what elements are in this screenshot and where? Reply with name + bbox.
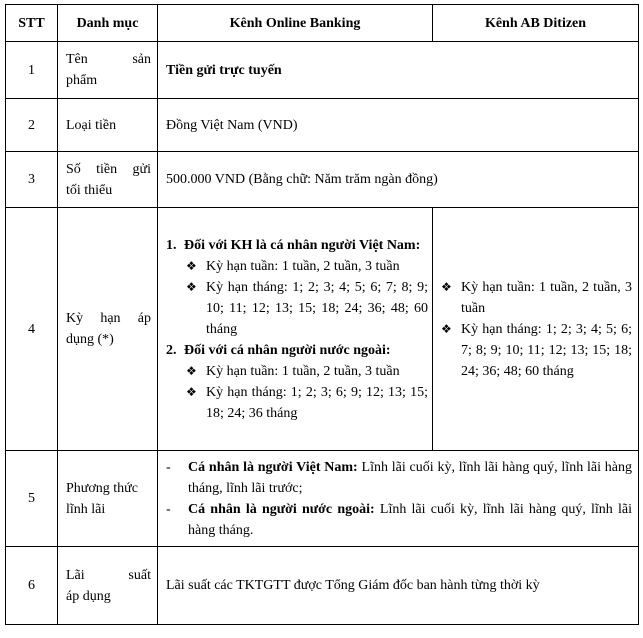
- list-item: [184, 277, 428, 340]
- method-subject: Cá nhân là người nước ngoài:: [188, 501, 375, 517]
- row-number: 2: [6, 99, 58, 152]
- group-number: 2.: [166, 342, 177, 358]
- category-line: áp dụng: [66, 588, 111, 604]
- interest-method-cell: [158, 451, 639, 547]
- row-value: 500.000 VND (Bằng chữ: Năm trăm ngàn đồng): [158, 152, 639, 208]
- list-item: [166, 499, 632, 541]
- category-line: tối thiểu: [66, 182, 113, 198]
- row-category: [58, 547, 158, 625]
- row-value: Tiền gửi trực tuyến: [158, 42, 639, 99]
- table-row: [6, 547, 639, 625]
- method-subject: Cá nhân là người Việt Nam:: [188, 459, 358, 475]
- online-term-cell: [158, 208, 433, 451]
- category-line: lĩnh lãi: [66, 501, 106, 517]
- row-category: [58, 152, 158, 208]
- table-row: [6, 99, 639, 152]
- row-category: [58, 42, 158, 99]
- group-title: Đối với KH là cá nhân người Việt Nam:: [184, 237, 421, 253]
- list-item: [184, 256, 428, 277]
- dash-bullet: -: [166, 501, 171, 517]
- header-stt: STT: [6, 5, 58, 42]
- term-text: Kỳ hạn tuần: 1 tuần, 2 tuần, 3 tuần: [461, 279, 632, 316]
- method-list: [166, 457, 632, 541]
- term-list: [439, 277, 632, 382]
- list-item: [184, 361, 428, 382]
- row-category: [58, 99, 158, 152]
- product-table: [5, 4, 639, 625]
- category-line: Kỳ hạn áp: [66, 311, 151, 326]
- method-text: Lĩnh lãi cuối kỳ, lĩnh lãi hàng quý, lĩnh lãi hàng tháng.: [188, 501, 632, 538]
- header-row: [6, 5, 639, 42]
- header-category: Danh mục: [58, 5, 158, 42]
- row-category: [58, 451, 158, 547]
- row-number: 3: [6, 152, 58, 208]
- row-number: 5: [6, 451, 58, 547]
- diamond-bullet-icon: ❖: [186, 258, 197, 273]
- diamond-bullet-icon: ❖: [441, 321, 452, 336]
- category-line: phẩm: [66, 73, 98, 88]
- list-item: [439, 277, 632, 319]
- row-number: 1: [6, 42, 58, 99]
- term-groups: [166, 235, 428, 424]
- group-title: Đối với cá nhân người nước ngoài:: [184, 342, 391, 358]
- header-online: Kênh Online Banking: [158, 5, 433, 42]
- term-group-vietnamese: [166, 235, 428, 340]
- diamond-bullet-icon: ❖: [186, 363, 197, 378]
- table-row: [6, 152, 639, 208]
- row-number: 6: [6, 547, 58, 625]
- category-line: Số tiền gửi: [66, 161, 151, 177]
- row-value: Lãi suất các TKTGTT được Tổng Giám đốc ban hành từng thời kỳ: [158, 547, 639, 625]
- category-line: dụng (*): [66, 332, 114, 347]
- diamond-bullet-icon: ❖: [441, 279, 452, 294]
- list-item: [439, 319, 632, 382]
- ditizen-term-cell: [433, 208, 639, 451]
- list-item: [166, 457, 632, 499]
- term-list: [184, 256, 428, 340]
- term-text: Kỳ hạn tuần: 1 tuần, 2 tuần, 3 tuần: [206, 363, 400, 379]
- group-number: 1.: [166, 237, 177, 253]
- table-row: [6, 42, 639, 99]
- row-value: Đồng Việt Nam (VND): [158, 99, 639, 152]
- table-row: [6, 208, 639, 451]
- method-text: Lĩnh lãi cuối kỳ, lĩnh lãi hàng quý, lĩnh lãi hàng tháng, lĩnh lãi trước;: [188, 459, 632, 496]
- category-line: Tên sản: [66, 52, 151, 67]
- dash-bullet: -: [166, 459, 171, 475]
- term-text: Kỳ hạn tháng: 1; 2; 3; 6; 9; 12; 13; 15; 18; 24; 36 tháng: [206, 384, 428, 421]
- header-ditizen: Kênh AB Ditizen: [433, 5, 639, 42]
- row-number: 4: [6, 208, 58, 451]
- term-text: Kỳ hạn tháng: 1; 2; 3; 4; 5; 6; 7; 8; 9; 10; 11; 12; 13; 15; 18; 24; 36; 48; 60 tháng: [206, 279, 428, 337]
- term-group-foreigner: [166, 340, 428, 424]
- term-list: [184, 361, 428, 424]
- category-line: Lãi suất: [66, 567, 151, 583]
- category-line: Phương thức: [66, 480, 138, 496]
- table-row: [6, 451, 639, 547]
- diamond-bullet-icon: ❖: [186, 384, 197, 399]
- row-category: [58, 208, 158, 451]
- diamond-bullet-icon: ❖: [186, 279, 197, 294]
- category-line: Loại tiền: [66, 117, 117, 133]
- term-text: Kỳ hạn tuần: 1 tuần, 2 tuần, 3 tuần: [206, 258, 400, 274]
- list-item: [184, 382, 428, 424]
- term-text: Kỳ hạn tháng: 1; 2; 3; 4; 5; 6; 7; 8; 9; 10; 11; 12; 13; 15; 18; 24; 36; 48; 60 tháng: [461, 321, 632, 379]
